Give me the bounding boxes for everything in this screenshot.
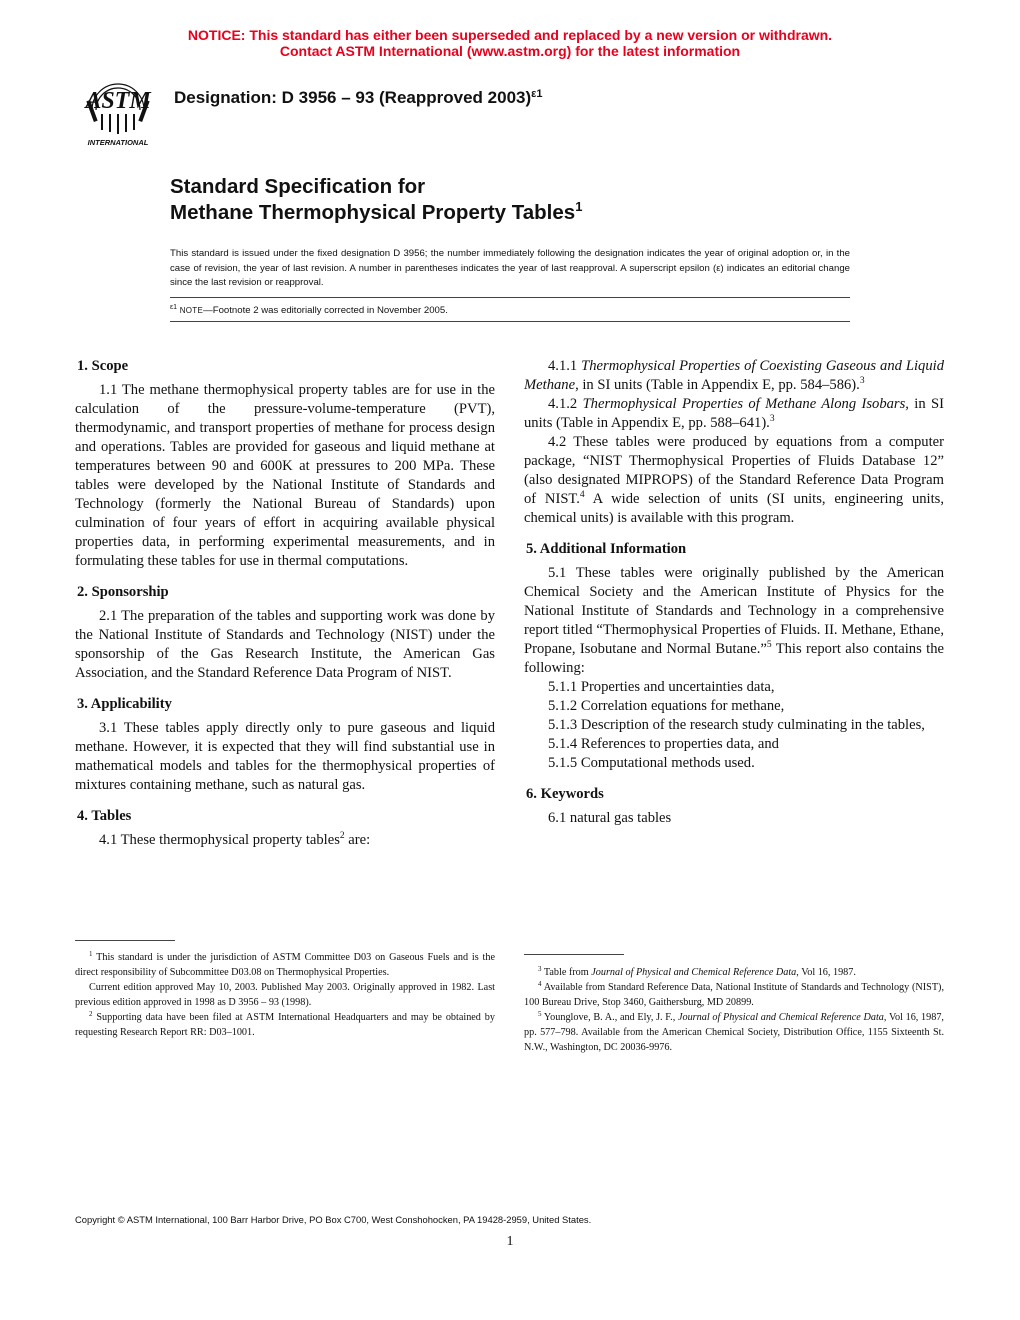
designation [174,88,542,108]
applicability-paragraph: 3.1 These tables apply directly only to pure gaseous and liquid methane. However, it is expected that they will find substantial use in mathematical models and tables for the thermophysical properties of mixtures containing methane, such as natural gas. [75,720,495,793]
title-line-1: Standard Specification for [170,175,426,198]
preamble: This standard is issued under the fixed designation D 3956; the number immediately following the designation indicates the year of original adoption or, in the case of revision, the year of last revision. A number in parentheses indicates the year of last reapproval. A superscript epsilon (ε) indicates an editorial change since the last revision or reapproval. [170,248,850,288]
tables-paragraph: 4.1 These thermophysical property tables$^2$ are: [99,831,371,848]
footnote-1-edition: Current edition approved May 10, 2003. Published May 2003. Originally approved in 1982. Last previous edition approved in 1998 as D 3956 – 93 (1998). [75,982,495,1008]
sponsorship-paragraph: 2.1 The preparation of the tables and supporting work was done by the National Institute of Standards and Technology (NIST) under the sponsorship of the Gas Research Institute, the American Gas Association, and the Standard Reference Data Program of NIST. [75,608,495,681]
footnote-1: $^1$ This standard is under the jurisdiction of ASTM Committee D03 on Gaseous Fuels and is the direct responsibility of Subcommittee D03.08 on Thermophysical Properties. [75,950,495,978]
footnote-3: $^3$ Table from Journal of Physical and Chemical Reference Data, Vol 16, 1987. [538,965,856,978]
title-line-2: Methane Thermophysical Property Tables$^1$ [170,199,583,224]
scope-paragraph: 1.1 The methane thermophysical property tables are for use in the calculation of the pressure-volume-temperature (PVT), thermodynamic, and transport properties of methane for process design and operations. Tables are provided for gaseous and liquid methane at temperatures between 90 and 600K at pressures to 200 MPa. These tables were developed by the National Institute of Standards and Technology (formerly the National Bureau of Standards) upon culmination of four years of effort in acquiring available physical properties data, in performing experimental measurements, and in formulating these tables for use in thermal computations. [75,382,495,569]
section-heading-sponsorship: 2. Sponsorship [77,584,169,600]
list-item: 5.1.3 Description of the research study culminating in the tables, [548,717,925,733]
additional-paragraph: 5.1 These tables were originally published by the American Chemical Society and the American Institute of Physics for the National Institute of Standards and Technology in a comprehensive report titled “Thermophysical Properties of Fluids. II. Methane, Ethane, Propane, Isobutane and Normal Butane.”$^5$ This report also contains the following: [524,565,944,676]
section-heading-applicability: 3. Applicability [77,696,172,712]
section-heading-scope: 1. Scope [77,358,129,374]
footnotes-right [524,965,944,1055]
list-item: 5.1.1 Properties and uncertainties data, [548,679,775,695]
keywords-paragraph: 6.1 natural gas tables [548,810,672,826]
editorial-note: $^{\varepsilon 1}$ NOTE—Footnote 2 was editorially corrected in November 2005. [170,304,448,316]
tables-paragraph-4-2: 4.2 These tables were produced by equations from a computer package, “NIST Thermophysical Properties of Fluids Database 12” (also designated MIPROPS) of the Standard Reference Data Program of NIST.$^4$ A wide selection of units (SI units, engineering units, chemical units) is available with this program. [524,434,944,526]
footnote-divider [75,940,175,941]
footnote-5: $^5$ Younglove, B. A., and Ely, J. F., Journal of Physical and Chemical Reference Data, Vol 16, 1987, pp. 577–798. Available from the American Chemical Society, Distribution Office, 1155 Sixteenth St. N.W., Washington, DC 20036-9976. [524,1010,944,1053]
designation-text: Designation: D 3956 – 93 (Reapproved 2003) [174,88,532,107]
right-column [524,357,944,828]
divider [170,321,850,322]
list-item: 5.1.2 Correlation equations for methane, [548,698,785,714]
logo-subtext: INTERNATIONAL [87,138,149,147]
notice-line-1: NOTICE: This standard has either been superseded and replaced by a new version or withdrawn. [187,27,833,43]
astm-logo [78,70,158,150]
footnotes-left [75,950,495,1040]
designation-sup: ε1 [531,88,543,100]
page-title [170,174,582,226]
section-heading-additional: 5. Additional Information [526,541,687,557]
page-number: 1 [506,1234,514,1249]
list-item: 5.1.4 References to properties data, and [548,736,779,752]
left-column [75,357,495,850]
list-item: 5.1.5 Computational methods used. [548,755,755,771]
footnote-4: $^4$ Available from Standard Reference Data, National Institute of Standards and Technology (NIST), 100 Bureau Drive, Stop 3460, Gaithersburg, MD 20899. [524,980,944,1008]
footnote-divider [524,954,624,955]
section-heading-tables: 4. Tables [77,808,132,824]
tables-item-4-1-1: 4.1.1 Thermophysical Properties of Coexisting Gaseous and Liquid Methane, in SI units (Table in Appendix E, pp. 584–586).$^3$ [524,358,944,393]
tables-item-4-1-2: 4.1.2 Thermophysical Properties of Methane Along Isobars, in SI units (Table in Appendix E, pp. 588–641).$^3$ [524,396,944,431]
copyright: Copyright © ASTM International, 100 Barr Harbor Drive, PO Box C700, West Conshohocken, PA 19428-2959, United States. [75,1214,592,1225]
divider [170,297,850,298]
section-heading-keywords: 6. Keywords [526,786,604,802]
footnote-2: $^2$ Supporting data have been filed at ASTM International Headquarters and may be obtained by requesting Research Report RR: D03–1001. [75,1010,495,1038]
notice-line-2: Contact ASTM International (www.astm.org) for the latest information [279,43,741,59]
logo-text: ASTM [85,88,151,114]
